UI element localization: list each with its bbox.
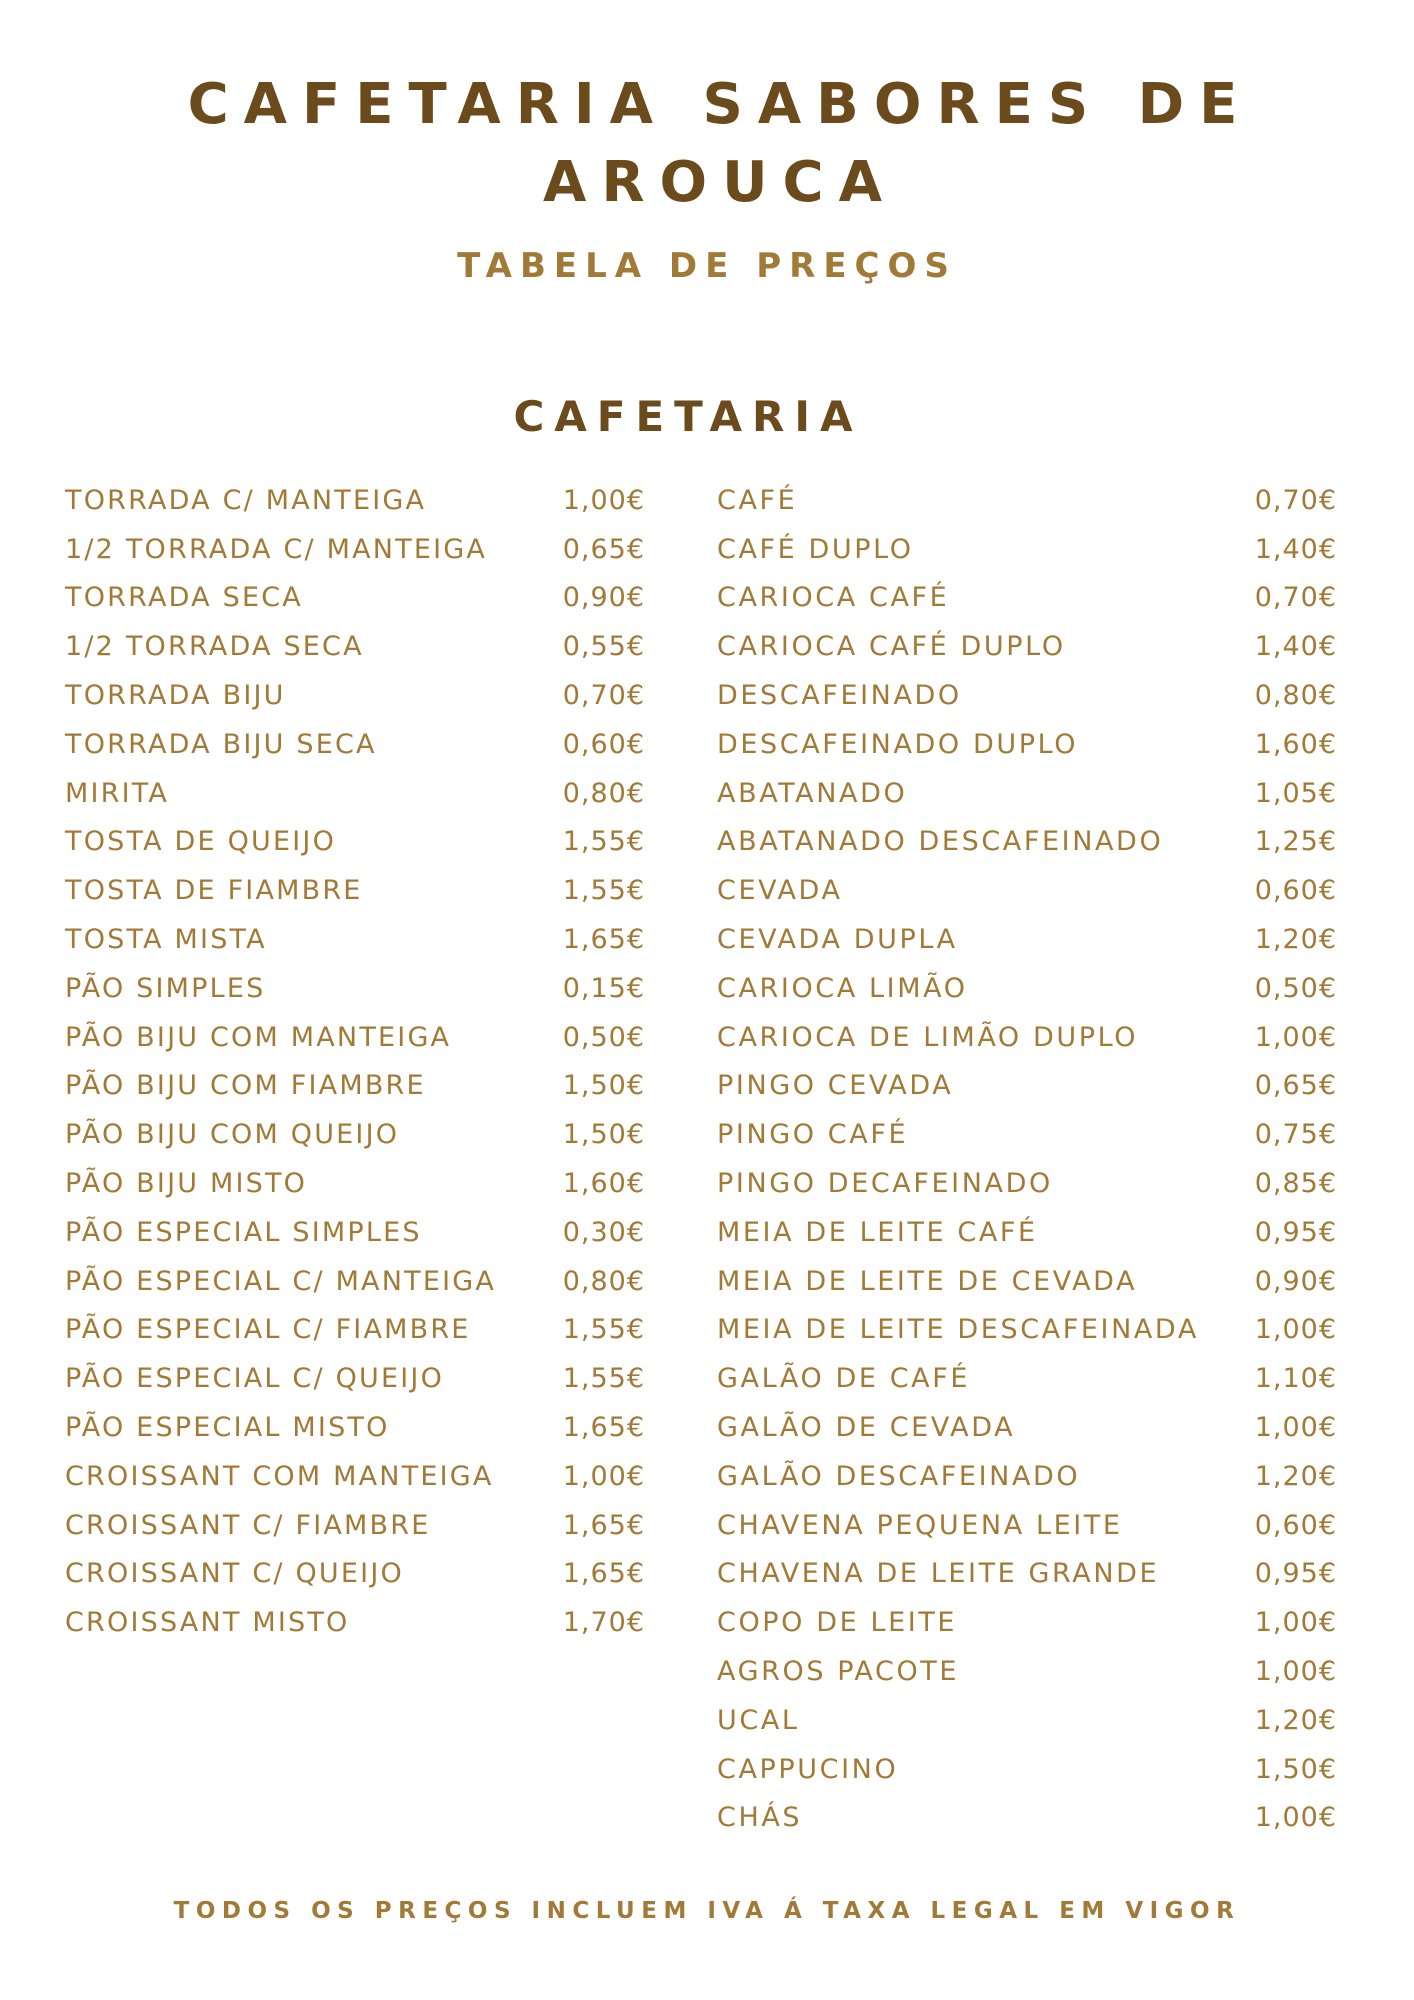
menu-column-right [717,476,1337,1842]
menu-item-name: PÃO BIJU MISTO [65,1168,308,1200]
menu-item [65,671,645,720]
menu-item [717,1501,1337,1550]
menu-column-left [65,476,645,1647]
menu-item [65,1208,645,1257]
menu-item-name: CARIOCA LIMÃO [717,972,968,1004]
menu-item-price: 1,60€ [562,1168,645,1200]
menu-item-price: 0,80€ [562,1265,645,1297]
menu-item [717,574,1337,623]
menu-item-name: COPO DE LEITE [717,1607,958,1639]
menu-item-name: TORRADA BIJU [65,680,286,712]
menu-item [717,1452,1337,1501]
menu-item-price: 0,50€ [562,1021,645,1053]
menu-item-name: PÃO ESPECIAL C/ FIAMBRE [65,1314,471,1346]
menu-item-price: 0,75€ [1254,1119,1337,1151]
menu-item [717,1110,1337,1159]
menu-item-name: UCAL [717,1704,800,1736]
menu-item [717,1794,1337,1843]
menu-item [717,1696,1337,1745]
menu-item-price: 0,70€ [1254,484,1337,516]
menu-item-price: 1,00€ [1254,1314,1337,1346]
menu-item [65,1062,645,1111]
menu-item [65,1257,645,1306]
menu-item-price: 0,65€ [1254,1070,1337,1102]
menu-item-name: MEIA DE LEITE CAFÉ [717,1216,1038,1248]
menu-item-price: 0,95€ [1254,1216,1337,1248]
menu-item [65,1452,645,1501]
menu-item-price: 0,80€ [1254,680,1337,712]
menu-item-name: MIRITA [65,777,170,809]
menu-item-name: TOSTA DE FIAMBRE [65,875,363,907]
menu-item-price: 1,55€ [562,1363,645,1395]
menu-item-price: 0,55€ [562,631,645,663]
menu-item-price: 1,40€ [1254,631,1337,663]
menu-item-name: CROISSANT C/ QUEIJO [65,1558,404,1590]
menu-item-name: CARIOCA CAFÉ [717,582,950,614]
menu-item-price: 1,55€ [562,826,645,858]
menu-item-name: CROISSANT C/ FIAMBRE [65,1509,431,1541]
menu-item-name: CARIOCA CAFÉ DUPLO [717,631,1066,663]
menu-item-price: 1,55€ [562,875,645,907]
menu-item-price: 1,70€ [562,1607,645,1639]
menu-item-price: 1,50€ [1254,1753,1337,1785]
menu-item-name: CARIOCA DE LIMÃO DUPLO [717,1021,1139,1053]
menu-item-name: 1/2 TORRADA C/ MANTEIGA [65,533,488,565]
menu-item-name: AGROS PACOTE [717,1656,960,1688]
menu-item-price: 0,60€ [1254,875,1337,907]
menu-item [717,769,1337,818]
menu-item [65,964,645,1013]
menu-item [65,1354,645,1403]
menu-item-name: TOSTA MISTA [65,924,267,956]
menu-item-price: 1,00€ [1254,1607,1337,1639]
menu-item [65,622,645,671]
menu-item-price: 1,00€ [1254,1656,1337,1688]
menu-item-name: TORRADA BIJU SECA [65,728,377,760]
menu-item [65,769,645,818]
menu-item-name: PÃO ESPECIAL MISTO [65,1412,390,1444]
menu-item [717,1745,1337,1794]
menu-item [717,818,1337,867]
menu-item [717,1013,1337,1062]
menu-item [717,1550,1337,1599]
menu-item-name: CAPPUCINO [717,1753,899,1785]
menu-item [65,818,645,867]
menu-item-price: 1,00€ [562,1460,645,1492]
menu-item-price: 1,65€ [562,1412,645,1444]
menu-item [717,525,1337,574]
menu-item [717,720,1337,769]
menu-item-price: 1,50€ [562,1119,645,1151]
menu-item-price: 0,70€ [562,680,645,712]
menu-item-price: 0,60€ [1254,1509,1337,1541]
menu-item-name: DESCAFEINADO [717,680,962,712]
menu-item-name: PINGO DECAFEINADO [717,1168,1053,1200]
menu-item-price: 0,65€ [562,533,645,565]
menu-item-price: 0,85€ [1254,1168,1337,1200]
menu-item-price: 1,20€ [1254,1704,1337,1736]
menu-item-price: 1,00€ [1254,1412,1337,1444]
menu-item-price: 0,90€ [1254,1265,1337,1297]
menu-item-name: PINGO CEVADA [717,1070,954,1102]
menu-item [65,915,645,964]
menu-item [717,915,1337,964]
menu-item-name: PÃO SIMPLES [65,972,266,1004]
menu-item-name: ABATANADO DESCAFEINADO [717,826,1164,858]
menu-item-price: 1,65€ [562,1558,645,1590]
menu-item-name: GALÃO DESCAFEINADO [717,1460,1081,1492]
menu-item-name: CAFÉ DUPLO [717,533,914,565]
page-title-line-1: CAFETARIA SABORES DE [187,72,1253,137]
menu-item [65,720,645,769]
menu-item-name: MEIA DE LEITE DESCAFEINADA [717,1314,1199,1346]
menu-item-name: TOSTA DE QUEIJO [65,826,337,858]
menu-item-price: 1,00€ [1254,1021,1337,1053]
menu-item [65,1598,645,1647]
menu-item [717,1354,1337,1403]
menu-item-price: 0,70€ [1254,582,1337,614]
menu-item-name: TORRADA C/ MANTEIGA [65,484,427,516]
menu-item-price: 1,10€ [1254,1363,1337,1395]
menu-item [717,671,1337,720]
menu-item [65,476,645,525]
menu-item [65,866,645,915]
page-title-line-2: AROUCA [543,150,897,215]
menu-item-price: 0,50€ [1254,972,1337,1004]
menu-item-name: PINGO CAFÉ [717,1119,909,1151]
menu-item [65,1501,645,1550]
menu-item-name: DESCAFEINADO DUPLO [717,728,1079,760]
menu-item-price: 1,50€ [562,1070,645,1102]
menu-item-name: PÃO ESPECIAL SIMPLES [65,1216,422,1248]
menu-item-name: CROISSANT COM MANTEIGA [65,1460,494,1492]
menu-item-price: 1,25€ [1254,826,1337,858]
menu-item-price: 1,00€ [1254,1802,1337,1834]
menu-item-name: ABATANADO [717,777,908,809]
menu-item-price: 1,20€ [1254,1460,1337,1492]
menu-item [65,1013,645,1062]
menu-item-name: CAFÉ [717,484,798,516]
menu-item-price: 1,60€ [1254,728,1337,760]
menu-item [717,1598,1337,1647]
menu-item-name: PÃO ESPECIAL C/ QUEIJO [65,1363,445,1395]
menu-item-price: 0,80€ [562,777,645,809]
menu-item-name: PÃO ESPECIAL C/ MANTEIGA [65,1265,497,1297]
menu-item-price: 0,90€ [562,582,645,614]
menu-item [65,1403,645,1452]
menu-item-name: CEVADA DUPLA [717,924,958,956]
menu-item-price: 1,65€ [562,924,645,956]
menu-item-name: PÃO BIJU COM MANTEIGA [65,1021,452,1053]
menu-item-name: CEVADA [717,875,843,907]
menu-item [717,1062,1337,1111]
menu-item [65,1306,645,1355]
menu-item [717,964,1337,1013]
menu-item-price: 1,00€ [562,484,645,516]
menu-item-price: 0,15€ [562,972,645,1004]
menu-item [65,574,645,623]
menu-item-price: 1,20€ [1254,924,1337,956]
menu-item-price: 0,95€ [1254,1558,1337,1590]
menu-item-price: 0,30€ [562,1216,645,1248]
menu-item-name: CHAVENA PEQUENA LEITE [717,1509,1123,1541]
menu-item-name: TORRADA SECA [65,582,303,614]
menu-item [65,525,645,574]
menu-item [65,1159,645,1208]
menu-item-price: 1,55€ [562,1314,645,1346]
menu-item [717,1257,1337,1306]
menu-item-name: PÃO BIJU COM QUEIJO [65,1119,400,1151]
section-title: CAFETARIA [513,392,863,441]
menu-item-name: PÃO BIJU COM FIAMBRE [65,1070,426,1102]
menu-item [717,622,1337,671]
menu-item-name: GALÃO DE CEVADA [717,1412,1016,1444]
menu-item-name: GALÃO DE CAFÉ [717,1363,971,1395]
menu-item [717,866,1337,915]
menu-item-price: 1,40€ [1254,533,1337,565]
menu-item [717,1208,1337,1257]
menu-item-price: 1,05€ [1254,777,1337,809]
page-subtitle: TABELA DE PREÇOS [457,246,957,286]
menu-item [717,1159,1337,1208]
menu-item [717,1403,1337,1452]
menu-item [65,1550,645,1599]
menu-item-price: 0,60€ [562,728,645,760]
menu-item-name: CHAVENA DE LEITE GRANDE [717,1558,1160,1590]
menu-item [717,1647,1337,1696]
menu-item [65,1110,645,1159]
menu-item-price: 1,65€ [562,1509,645,1541]
menu-item-name: CROISSANT MISTO [65,1607,350,1639]
footer-note: TODOS OS PREÇOS INCLUEM IVA Á TAXA LEGAL EM VIGOR [173,1898,1241,1924]
menu-item-name: MEIA DE LEITE DE CEVADA [717,1265,1138,1297]
menu-item-name: CHÁS [717,1802,803,1834]
menu-item [717,476,1337,525]
menu-item [717,1306,1337,1355]
menu-item-name: 1/2 TORRADA SECA [65,631,364,663]
